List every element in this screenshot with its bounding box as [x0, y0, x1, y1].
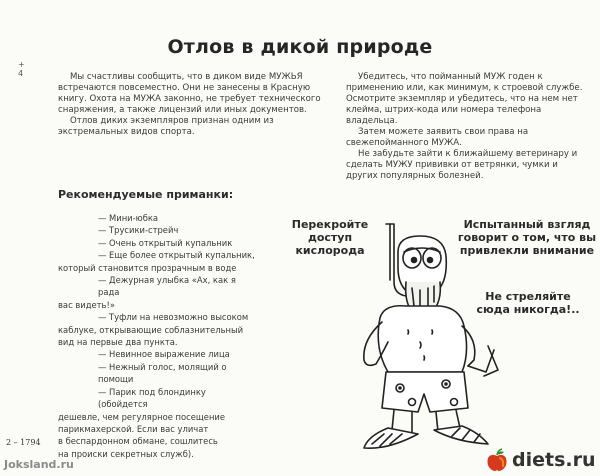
lures-list: [58, 212, 258, 460]
list-item: дешевле, чем регулярное посещение: [58, 411, 226, 422]
intro-paragraph: Отлов диких экземпляров признан одним из экстремальных видов спорта.: [58, 116, 274, 137]
list-item: — Туфли на невозможно высоком: [98, 312, 249, 323]
list-item: — Нежный голос, молящий о помощи: [98, 361, 227, 385]
list-item: парикмахерской. Если вас уличат: [58, 423, 209, 434]
diets-site-name: diets.ru: [512, 449, 596, 471]
list-item: в беспардонном обмане, сошлитесь: [58, 436, 218, 447]
speech-caption-oxygen: Перекройте доступ кислорода: [291, 218, 369, 257]
list-item: который становится прозрачным в воде: [58, 262, 237, 273]
list-item: — Очень открытый купальник: [98, 237, 233, 248]
lures-heading: Рекомендуемые приманки:: [58, 188, 234, 201]
watermark-diets: [486, 448, 596, 472]
speech-caption-shoot: Не стреляйте сюда никогда!..: [476, 290, 580, 316]
intro-column: [58, 72, 328, 138]
side-marks: + 4: [18, 60, 25, 78]
page-number: 2 – 1794: [6, 438, 41, 447]
advice-paragraph: Затем можете заявить свои права на свежепойманного МУЖА.: [346, 127, 529, 148]
list-item: — Еще более открытый купальник,: [98, 250, 255, 261]
list-item: — Дежурная улыбка «Ах, как я рада: [98, 275, 236, 298]
list-item: вид на первые два пункта.: [58, 337, 178, 348]
list-item: — Трусики-стрейч: [98, 225, 179, 236]
advice-column: [346, 72, 586, 182]
speech-caption-look: Испытанный взгляд говорит о том, что вы привлекли внимание: [457, 218, 597, 257]
list-item: — Невинное выражение лица: [98, 349, 230, 360]
intro-paragraph: Мы счастливы сообщить, что в диком виде МУЖЬЯ встречаются повсеместно. Они не занесены в Красную книгу. Охота на МУЖА законно, не требует технического снаряжения, а также лицензий или иных документов.: [58, 72, 321, 115]
advice-paragraph: Убедитесь, что пойманный МУЖ годен к применению или, как минимум, к строевой службе. Осмотрите экземпляр и убедитесь, что на нем нет клейма, штрих-кода или номера телефона владельца.: [346, 72, 583, 126]
list-item: — Мини-юбка: [98, 213, 159, 223]
list-item: — Парик под блондинку (обойдется: [98, 386, 206, 410]
apple-icon: [486, 448, 508, 472]
list-item: каблуке, открывающие соблазнительный: [58, 324, 244, 335]
watermark-joksland: Joksland.ru: [4, 458, 74, 471]
list-item: вас видеть!»: [58, 299, 115, 310]
list-item: на происки секретных служб).: [58, 448, 194, 459]
page-title: Отлов в дикой природе: [167, 36, 433, 58]
advice-paragraph: Не забудьте зайти к ближайшему ветеринару и сделать МУЖУ прививки от ветрянки, чумки и других популярных болезней.: [346, 149, 578, 181]
